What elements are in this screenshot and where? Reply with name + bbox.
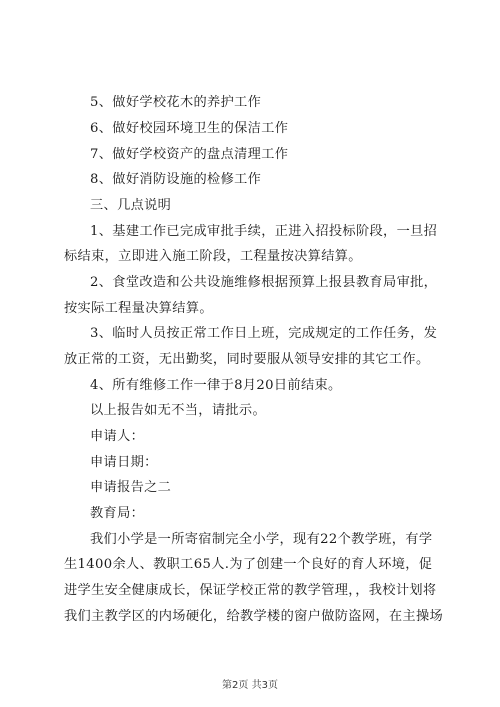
- paragraph-line: 进学生安全健康成长，保证学校正常的教学管理，，我校计划将: [64, 583, 437, 598]
- applicant-label: 申请人：: [90, 429, 145, 444]
- addressee: 教育局：: [90, 506, 145, 521]
- paragraph-line: 标结束，立即进入施工阶段，工程量按决算结算。: [64, 249, 362, 264]
- paragraph-line: 1、基建工作已完成审批手续，正进入招投标阶段，一旦招: [90, 224, 438, 239]
- list-item-6: 6、做好校园环境卫生的保洁工作: [90, 121, 289, 136]
- list-item-5: 5、做好学校花木的养护工作: [90, 95, 262, 110]
- paragraph-line: 按实际工程量决算结算。: [64, 301, 213, 316]
- paragraph-line: 生1400余人、教职工65人.为了创建一个良好的育人环境，促: [64, 557, 433, 572]
- page-footer: 第2页 共3页: [222, 680, 278, 691]
- list-item-7: 7、做好学校资产的盘点清理工作: [90, 147, 289, 162]
- paragraph-line: 放正常的工资，无出勤奖，同时要服从领导安排的其它工作。: [64, 352, 430, 367]
- section-heading: 三、几点说明: [90, 198, 172, 213]
- paragraph-line: 4、所有维修工作一律于8月20日前结束。: [90, 378, 342, 393]
- paragraph-line: 我们主教学区的内场硬化，给教学楼的窗户做防盗网，在主操场: [64, 609, 444, 624]
- paragraph-line: 2、食堂改造和公共设施维修根据预算上报县教育局审批，: [90, 275, 438, 290]
- report-title: 申请报告之二: [90, 480, 172, 495]
- application-date-label: 申请日期：: [90, 455, 158, 470]
- paragraph-line: 3、临时人员按正常工作日上班，完成规定的工作任务，发: [90, 326, 438, 341]
- paragraph-line: 我们小学是一所寄宿制完全小学，现有22个教学班，有学: [90, 532, 433, 547]
- closing-line: 以上报告如无不当，请批示。: [90, 403, 266, 418]
- list-item-8: 8、做好消防设施的检修工作: [90, 172, 262, 187]
